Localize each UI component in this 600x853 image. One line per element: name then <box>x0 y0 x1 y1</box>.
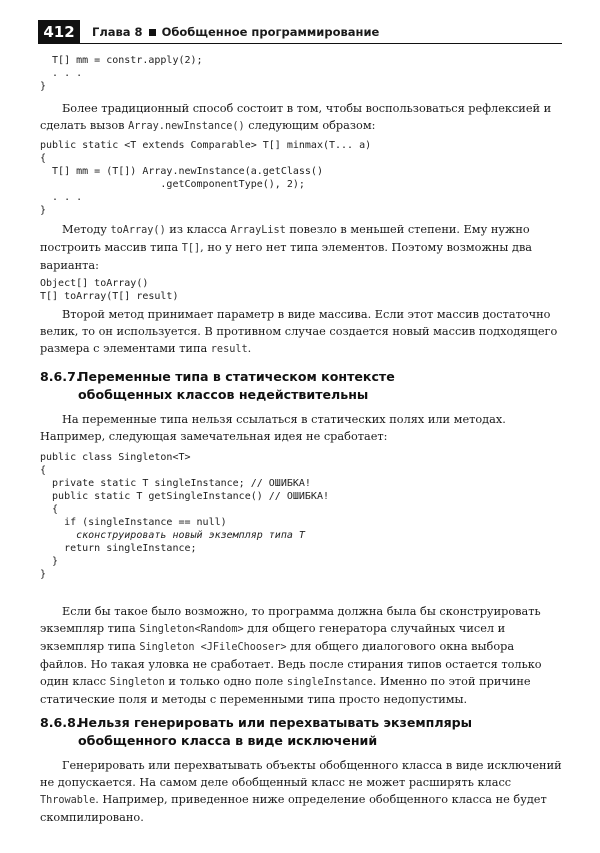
paragraph-4: На переменные типа нельзя ссылаться в статических полях или методах. Например, следующая замечательная идея не сработает: <box>40 413 506 443</box>
inline-code: Array.newInstance() <box>128 121 245 132</box>
inline-code: T[] <box>181 243 201 254</box>
code-block-1 <box>40 54 203 93</box>
code-line: { <box>40 504 59 515</box>
paragraph-2 <box>40 221 562 274</box>
section-title-line-1: Переменные типа в статическом контексте <box>78 369 395 384</box>
code-line-comment: сконструировать новый экземпляр типа T <box>40 530 305 541</box>
header-rule <box>80 43 562 44</box>
square-bullet-icon <box>149 29 156 36</box>
paragraph-3 <box>40 306 562 358</box>
code-line: if (singleInstance == null) <box>40 517 227 528</box>
page-header <box>38 20 562 44</box>
text-run: , но у него нет типа элементов. Поэтому возможны два варианта: <box>40 241 533 272</box>
text-run: для общего диалогового окна выбора файлов. Но такая уловка не сработает. Ведь после стирания типов остается только один класс <box>40 640 542 688</box>
code-line: .getComponentType(), 2); <box>40 179 305 190</box>
inline-code: Throwable <box>40 795 96 806</box>
running-head <box>92 20 379 44</box>
code-block-3 <box>40 277 178 303</box>
code-line: public static <T extends Comparable> T[] minmax(T... a) <box>40 140 372 151</box>
inline-code: Singleton <JFileChooser> <box>139 642 287 653</box>
chapter-title: Обобщенное программирование <box>161 25 380 39</box>
text-run: Генерировать или перехватывать объекты обобщенного класса в виде исключений не допускается. На самом деле обобщенный класс не может расширять класс <box>40 759 562 789</box>
text-run: повезло в меньшей степени. Ему нужно построить массив типа <box>40 223 530 254</box>
text-run: для общего генератора случайных чисел и экземпляр типа <box>40 622 506 653</box>
section-title-line-2: обобщенного класса в виде исключений <box>78 733 378 748</box>
text-run: Методу <box>62 223 111 236</box>
text-run: . Именно по этой причине статические поля и методы с переменными типа просто недопустимы. <box>40 675 531 706</box>
text-run: Если бы такое было возможно, то программа должна была бы сконструировать экземпляр типа <box>40 605 541 635</box>
code-line: { <box>40 153 47 164</box>
code-line: } <box>40 556 59 567</box>
code-line: . . . <box>40 68 83 79</box>
text-run: Второй метод принимает параметр в виде массива. Если этот массив достаточно велик, то он используется. В противном случае создается новый массив подходящего размера с элементами типа <box>40 308 558 355</box>
code-line: public class Singleton<T> <box>40 452 191 463</box>
section-heading-8-6-8 <box>40 714 472 750</box>
text-run: Более традиционный способ состоит в том, чтобы воспользоваться рефлексией и сделать вызов <box>40 102 552 132</box>
code-line: } <box>40 81 47 92</box>
page-number: 412 <box>38 20 80 44</box>
text-run: из класса <box>165 223 231 236</box>
section-heading-8-6-7 <box>40 368 395 404</box>
code-line: Object[] toArray() <box>40 278 149 289</box>
inline-code: Singleton<Random> <box>139 624 244 635</box>
paragraph-5 <box>40 603 562 708</box>
code-line: . . . <box>40 192 83 203</box>
text-run: следующим образом: <box>244 119 376 132</box>
paragraph-6 <box>40 757 562 826</box>
section-number: 8.6.8. <box>40 715 81 730</box>
section-number: 8.6.7. <box>40 369 81 384</box>
chapter-label: Глава 8 <box>92 25 143 39</box>
text-run: . <box>247 342 252 355</box>
inline-code: Singleton <box>109 677 165 688</box>
code-line: private static T singleInstance; // ОШИБКА! <box>40 478 311 489</box>
text-run: . Например, приведенное ниже определение обобщенного класса не будет скомпилировано. <box>40 793 547 824</box>
code-block-4 <box>40 451 329 581</box>
section-title-line-1: Нельзя генерировать или перехватывать экземпляры <box>78 715 473 730</box>
inline-code: toArray() <box>110 225 166 236</box>
code-line: public static T getSingleInstance() // ОШИБКА! <box>40 491 329 502</box>
code-line: T[] mm = constr.apply(2); <box>40 55 203 66</box>
inline-code: ArrayList <box>230 225 286 236</box>
code-line: { <box>40 465 47 476</box>
code-block-2 <box>40 139 371 217</box>
section-title-line-2: обобщенных классов недействительны <box>78 387 369 402</box>
code-line: return singleInstance; <box>40 543 197 554</box>
inline-code: singleInstance <box>286 677 373 688</box>
code-line: } <box>40 205 47 216</box>
code-line: T[] mm = (T[]) Array.newInstance(a.getClass() <box>40 166 323 177</box>
code-line: } <box>40 569 47 580</box>
text-run: и только одно поле <box>164 675 287 688</box>
inline-code: result <box>210 344 248 355</box>
code-line: T[] toArray(T[] result) <box>40 291 179 302</box>
paragraph-1 <box>40 100 562 135</box>
